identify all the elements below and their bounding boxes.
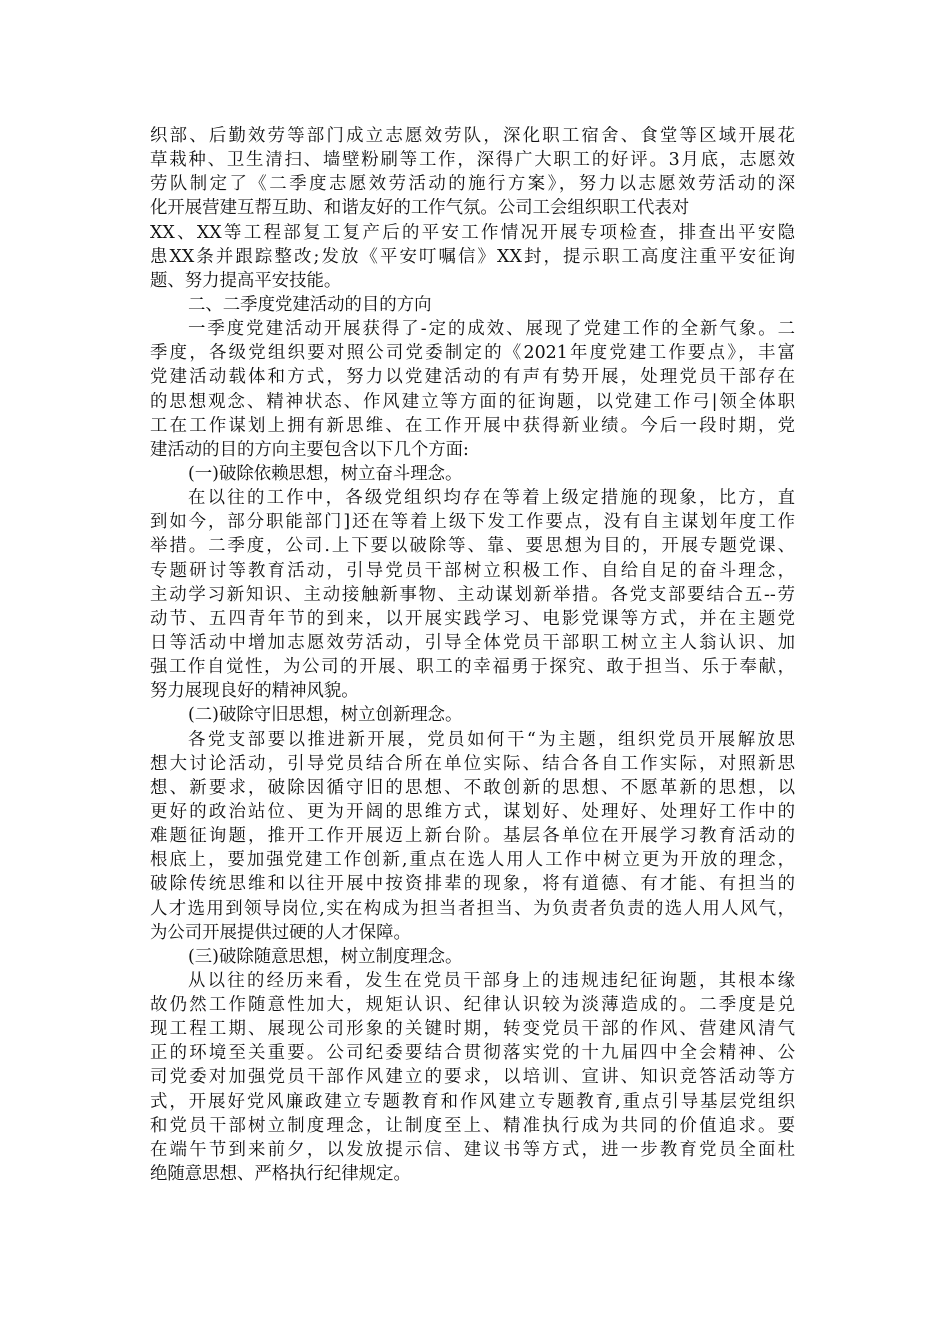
text-line: 专题研讨等教育活动，引导党员干部树立积极工作、自给自足的奋斗理念， (150, 560, 795, 581)
text-line: 在端午节到来前夕，以发放提示信、建议书等方式，进一步教育党员全面杜 (150, 1139, 795, 1160)
text-line: 建活动的目的方向主要包含以下几个方面: (150, 439, 469, 460)
text-line: 织部、后勤效劳等部门成立志愿效劳队，深化职工宿舍、食堂等区域开展花 (150, 126, 795, 146)
text-line: 正的环境至关重要。公司纪委要结合贯彻落实党的十九届四中全会精神、公 (150, 1043, 795, 1064)
text-line: 的思想观念、精神状态、作风建立等方面的征询题，以党建工作弓|领全体职 (150, 391, 795, 412)
text-line: 一季度党建活动开展获得了-定的成效、展现了党建工作的全新气象。二 (188, 319, 795, 340)
text-line: 到如今，部分职能部门]还在等着上级下发工作要点，没有自主谋划年度工作 (150, 512, 795, 533)
text-line: 难题征询题，推开工作开展迈上新台阶。基层各单位在开展学习教育活动的 (150, 826, 795, 847)
text-line: 季度，各级党组织要对照公司党委制定的《2021年度党建工作要点》，丰富 (150, 343, 795, 364)
text-line: 想大讨论活动，引导党员结合所在单位实际、结合各自工作实际，对照新思 (150, 753, 795, 774)
text-line: 努力展现良好的精神风貌。 (150, 681, 359, 702)
text-line: 从以往的经历来看，发生在党员干部身上的违规违纪征询题，其根本缘 (188, 970, 795, 991)
text-line: 司党委对加强党员干部作风建立的要求，以培训、宣讲、知识竞答活动等方 (150, 1067, 795, 1088)
text-line: XX、XX等工程部复工复产后的平安工作情况开展专项检查，排查出平安隐 (150, 222, 795, 243)
text-line: 想、新要求，破除因循守旧的思想、不敢创新的思想、不愿革新的思想，以 (150, 777, 795, 798)
text-line: 化开展营建互帮互助、和谐友好的工作气氛。公司工会组织职工代表对 (150, 198, 690, 219)
text-line: 主动学习新知识、主动接触新事物、主动谋划新举措。各党支部要结合五--劳 (150, 584, 795, 605)
text-line: 各党支部要以推进新开展，党员如何干“为主题，组织党员开展解放思 (188, 729, 795, 750)
text-line: (二)破除守旧思想，树立创新理念。 (188, 705, 463, 726)
text-line: 劳队制定了《二季度志愿效劳活动的施行方案》，努力以志愿效劳活动的深 (150, 174, 795, 195)
text-line: 为公司开展提供过硬的人才保障。 (150, 922, 411, 943)
text-line: 举措。二季度，公司.上下要以破除等、靠、要思想为目的，开展专题党课、 (150, 536, 795, 557)
text-line: 动节、五四青年节的到来，以开展实践学习、电影党课等方式，并在主题党 (150, 608, 795, 629)
text-line: 绝随意思想、严格执行纪律规定。 (150, 1164, 411, 1185)
text-line: 故仍然工作随意性加大，规矩认识、纪律认识较为淡薄造成的。二季度是兑 (150, 995, 795, 1016)
text-line: 工在工作谋划上拥有新思维、在工作开展中获得新业绩。今后一段时期，党 (150, 415, 795, 436)
text-line: 在以往的工作中，各级党组织均存在等着上级定措施的现象，比方，直 (188, 488, 795, 509)
text-line: 草栽种、卫生清扫、墙壁粉刷等工作，深得广大职工的好评。3月底，志愿效 (150, 150, 795, 171)
text-line: 党建活动载体和方式，努力以党建活动的有声有势开展，处理党员干部存在 (150, 367, 795, 388)
text-line: 式，开展好党风廉政建立专题教育和作风建立专题教育,重点引导基层党组织 (150, 1091, 795, 1112)
document-body (150, 124, 795, 1186)
text-line: 人才选用到领导岗位,实在构成为担当者担当、为负责者负责的选人用人风气， (150, 898, 795, 919)
text-line: (三)破除随意思想，树立制度理念。 (188, 946, 463, 967)
text-line: (一)破除依赖思想，树立奋斗理念。 (188, 463, 463, 484)
text-line: 题、努力提高平安技能。 (150, 270, 342, 291)
text-line: 患XX条并跟踪整改;发放《平安叮嘱信》XX封，提示职工高度注重平安征询 (150, 246, 795, 267)
text-line: 更好的政治站位、更为开阔的思维方式，谋划好、处理好、处理好工作中的 (150, 801, 795, 822)
text-line: 二、二季度党建活动的目的方向 (188, 294, 432, 315)
text-line: 现工程工期、展现公司形象的关键时期，转变党员干部的作风、营建风清气 (150, 1019, 795, 1040)
text-line: 强工作自觉性，为公司的开展、职工的幸福勇于探究、敢于担当、乐于奉献， (150, 657, 795, 678)
text-line: 根底上，要加强党建工作创新,重点在选人用人工作中树立更为开放的理念， (150, 850, 795, 871)
text-line: 破除传统思维和以往开展中按资排辈的现象，将有道德、有才能、有担当的 (150, 874, 795, 895)
text-line: 和党员干部树立制度理念，让制度至上、精准执行成为共同的价值追求。要 (150, 1115, 795, 1136)
text-line: 日等活动中增加志愿效劳活动，引导全体党员干部职工树立主人翁认识、加 (150, 632, 795, 653)
